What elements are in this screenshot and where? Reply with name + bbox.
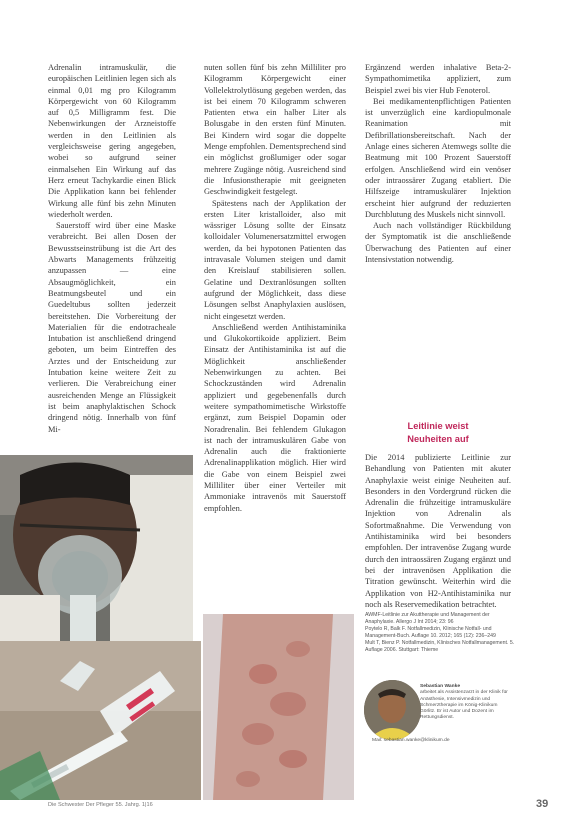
paragraph: nuten sollen fünf bis zehn Milliliter pro Kilogramm Körpergewicht einer Vollelektrolytlösung gegeben werden, das ist bei einem 70 Kilogramm schweren Patienten etwa ein halber Liter als Bolusgabe in den ersten fünf Minuten. Bei Kindern wird sogar die doppelte Menge empfohlen. Dementsprechend sind ein möglichst großlumiger oder sogar mehrere Zugänge nötig. Ausreichend sind die Infusionstherapie mit geeigneten Geschwindigkeit festgelegt.	[204, 63, 346, 197]
page-footer: Die Schwester Der Pfleger 55. Jahrg. 1|16	[48, 802, 153, 808]
text-column-3	[365, 62, 511, 265]
paragraph: Sauerstoff wird über eine Maske verabreicht. Bei allen Dosen der Bewusstseinstrübung ist die Art des Abwarts Managements frühzeitig anzupassen — eine Absaugmöglichkeit, ein Beatmungsbeutel und ein Guedeltubus sollten jederzeit bereitstehen. Die Vorbereitung der Materialien für die endotracheale Intubation ist anschließend dringend geboten, um beim Eintreffen des Arztes und der Entscheidung zur Intubation keine weitere Zeit zu verlieren. Die Verabreichung einer ausreichenden Menge an Flüssigkeit ist beim anaphylaktischen Schock dringend nötig. Innerhalb von fünf Mi-	[48, 221, 176, 434]
reference-item: Poytelo R, Balk F. Notfallmedizin, Klinische Notfall- und Management-Buch. Auflage 10. 2012; 165 (12): 236–249	[365, 626, 496, 639]
reference-item: AWMF-Leitlinie zur Akuttherapie und Management der Anaphylaxie. Allergo J Int 2014; 23: 96	[365, 612, 490, 625]
paragraph: Bei medikamentenpflichtigen Patienten ist unverzüglich eine kardiopulmonale Reanimation mit Defibrillationsbereitschaft. Nach der Anlage eines sicheren Atemwegs sollte die Beatmung mit 100 Prozent Sauerstoff erfolgen. Anschließend wird ein venöser oder intraossärer Zugang etabliert. Die Hilfszeige intramuskulärer Injektion erscheint hier aufgrund der reduzierten Durchblutung des Muskels nicht sinnvoll.	[365, 96, 511, 219]
reference-item: Mult T, Bienz P. Notfallmedizin, Klinisches Notfallmanagement. 5. Auflage 2006. Stuttgart: Thieme	[365, 640, 515, 653]
paragraph: Anschließend werden Antihistaminika und Glukokortikoide appliziert. Beim Einsatz der Antihistaminika ist auf die Möglichkeit anschließender Nebenwirkungen zu achten. Bei Schockzuständen wird Adrenalin appliziert und gegebenenfalls durch weitere sympathomimetische Wirkstoffe ergänzt, zum Beispiel Dopamin oder Noradrenalin. Bei fehlendem Glukagon ist nach der intramuskulären Gabe von Adrenalin auch die fraktionierte Adrenalinapplikation möglich. Hier wird die Gabe von einem Beispiel zwei Milliliter über einer Verteiler mit Ammoniake intravenös mit Sauerstoff empfohlen.	[204, 322, 346, 513]
author-name: Sebastian Wanke	[420, 684, 461, 689]
author-bio-text: arbeitet als Assistenzarzt in der Klinik für Anästhesie, Intensivmedizin und Schmerztherapie im König-Klinikum Görlitz. Er ist Autor und Dozent im Rettungsdienst.	[420, 690, 508, 721]
page-number: 39	[536, 798, 549, 810]
paragraph: Ergänzend werden inhalative Beta-2-Sympathomimetika appliziert, zum Beispiel zwei bis vier Hub Fenoterol.	[365, 63, 511, 95]
references	[365, 612, 515, 655]
text-column-3-box	[365, 452, 511, 610]
heading-line: Leitlinie weist	[407, 421, 469, 431]
photo-patient-oxygen-mask	[0, 455, 193, 641]
paragraph: Adrenalin intramuskulär, die europäischen Leitlinien legen sich als einmal 0,01 mg pro Kilogramm Körpergewicht von 60 Kilogramm auf 0,5 Milligramm fest. Die Nebenwirkungen der Arzneistoffe werden in den Leitlinien als vergleichsweise gering angegeben, wobei so aufgrund seiner einmalsehen Ein Wirkung auf das Herz erneut Tachykardie einen Blick Die Applikation kann bei fehlender Wirkung alle fünf bis zehn Minuten wiederholt werden.	[48, 63, 176, 219]
paragraph: Die 2014 publizierte Leitlinie zur Behandlung von Patienten mit akuter Anaphylaxie weist einige Neuheiten auf. Besonders in den Vordergrund rücken die Adrenalin die frühzeitige intramuskuläre Injektion von Adrenalin als Sofortmaßnahme. Die Verwendung von Antihistaminika wird bei besonders empfohlen. Der intravenöse Zugang wurde durch den intraossären Zugang ergänzt und bei der intravenösen Applikation die Titration gewünscht. Weiterhin wird die Applikation von H2-Antihistaminika nur noch als Reservemedikation betrachtet.	[365, 453, 511, 609]
section-heading	[365, 420, 511, 446]
heading-line: Neuheiten auf	[407, 434, 469, 444]
photo-adrenalin-ampoule	[0, 641, 201, 800]
author-bio	[420, 684, 512, 722]
text-column-2	[204, 62, 346, 514]
photo-skin-rash	[203, 614, 354, 800]
paragraph: Spätestens nach der Applikation der ersten Liter kristalloider, also mit wässriger Lösung sollte der Einsatz kolloidaler Volumenersatzmittel erwogen werden, da bei hypotonen Patienten das intravasale Volumen steigen und damit den Kreislauf stabilisieren sollen. Gelatine und Dextranlösungen sollten aufgrund der Möglichkeit, dass diese Lösungen selbst Anaphylaxien auslösen, nicht eingesetzt werden.	[204, 198, 346, 321]
text-column-1	[48, 62, 176, 435]
author-mail: Mail: sebastian.wanke@klinikum.de	[372, 738, 450, 743]
paragraph: Auch nach vollständiger Rückbildung der Symptomatik ist die anschließende Überwachung des Patienten auf einer Intensivstation notwendig.	[365, 221, 511, 265]
author-portrait	[364, 680, 421, 740]
